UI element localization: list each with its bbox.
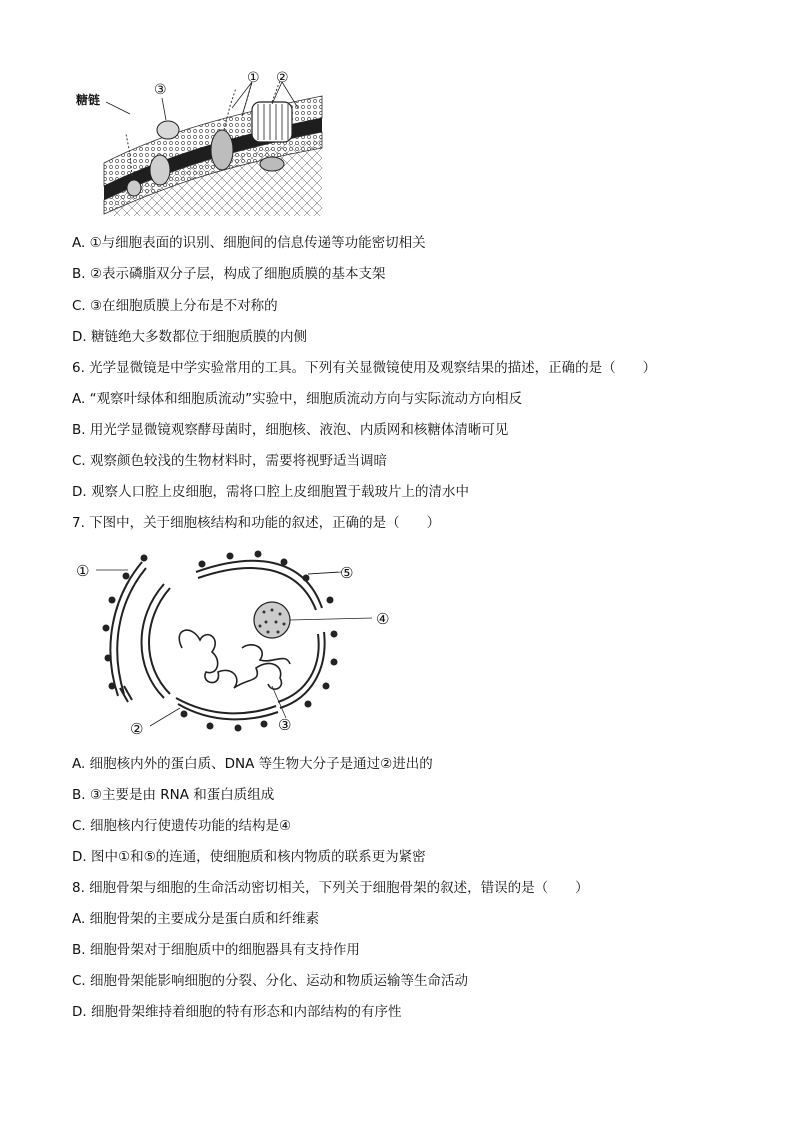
nucleolus [254, 602, 290, 638]
q6-stem: 6. 光学显微镜是中学实验常用的工具。下列有关显微镜使用及观察结果的描述，正确的是（ ） [72, 360, 657, 376]
chromatin [179, 630, 281, 689]
q7-option-d[interactable]: D. 图中①和⑤的连通，使细胞质和核内物质的联系更为紧密 [72, 849, 426, 865]
outer-envelope-left [110, 562, 142, 696]
nucleus-label-4: ④ [376, 610, 390, 628]
q5-option-c[interactable]: C. ③在细胞质膜上分布是不对称的 [72, 298, 278, 314]
q6-option-a[interactable]: A. “观察叶绿体和细胞质流动”实验中，细胞质流动方向与实际流动方向相反 [72, 391, 523, 407]
label-circle-2: ② [276, 70, 289, 86]
q7-option-a[interactable]: A. 细胞核内外的蛋白质、DNA 等生物大分子是通过②进出的 [72, 756, 433, 772]
q8-option-c[interactable]: C. 细胞骨架能影响细胞的分裂、分化、运动和物质运输等生命活动 [72, 973, 469, 989]
nucleus-label-1: ① [76, 562, 90, 580]
q7-option-c[interactable]: C. 细胞核内行使遗传功能的结构是④ [72, 818, 292, 834]
nucleus-label-3: ③ [278, 716, 292, 734]
nucleus-label-5: ⑤ [340, 564, 354, 582]
label-circle-3: ③ [154, 82, 167, 98]
q8-stem: 8. 细胞骨架与细胞的生命活动密切相关，下列关于细胞骨架的叙述，错误的是（ ） [72, 880, 589, 896]
q5-option-b[interactable]: B. ②表示磷脂双分子层，构成了细胞质膜的基本支架 [72, 266, 386, 282]
nucleus-figure [72, 548, 402, 738]
q8-option-b[interactable]: B. 细胞骨架对于细胞质中的细胞器具有支持作用 [72, 942, 360, 958]
q7-option-b[interactable]: B. ③主要是由 RNA 和蛋白质组成 [72, 787, 275, 803]
q5-option-a[interactable]: A. ①与细胞表面的识别、细胞间的信息传递等功能密切相关 [72, 235, 426, 251]
q7-stem: 7. 下图中，关于细胞核结构和功能的叙述，正确的是（ ） [72, 515, 441, 531]
cell-membrane-figure [72, 68, 324, 218]
label-sugar-chain: 糖链 [76, 93, 101, 107]
label-circle-1: ① [247, 70, 260, 86]
q6-option-d[interactable]: D. 观察人口腔上皮细胞，需将口腔上皮细胞置于载玻片上的清水中 [72, 484, 469, 500]
q8-option-a[interactable]: A. 细胞骨架的主要成分是蛋白质和纤维素 [72, 911, 320, 927]
q6-option-c[interactable]: C. 观察颜色较浅的生物材料时，需要将视野适当调暗 [72, 453, 388, 469]
q5-option-d[interactable]: D. 糖链绝大多数都位于细胞质膜的内侧 [72, 329, 307, 345]
nucleus-label-2: ② [130, 720, 144, 738]
q6-option-b[interactable]: B. 用光学显微镜观察酵母菌时，细胞核、液泡、内质网和核糖体清晰可见 [72, 422, 509, 438]
q8-option-d[interactable]: D. 细胞骨架维持着细胞的特有形态和内部结构的有序性 [72, 1004, 402, 1020]
